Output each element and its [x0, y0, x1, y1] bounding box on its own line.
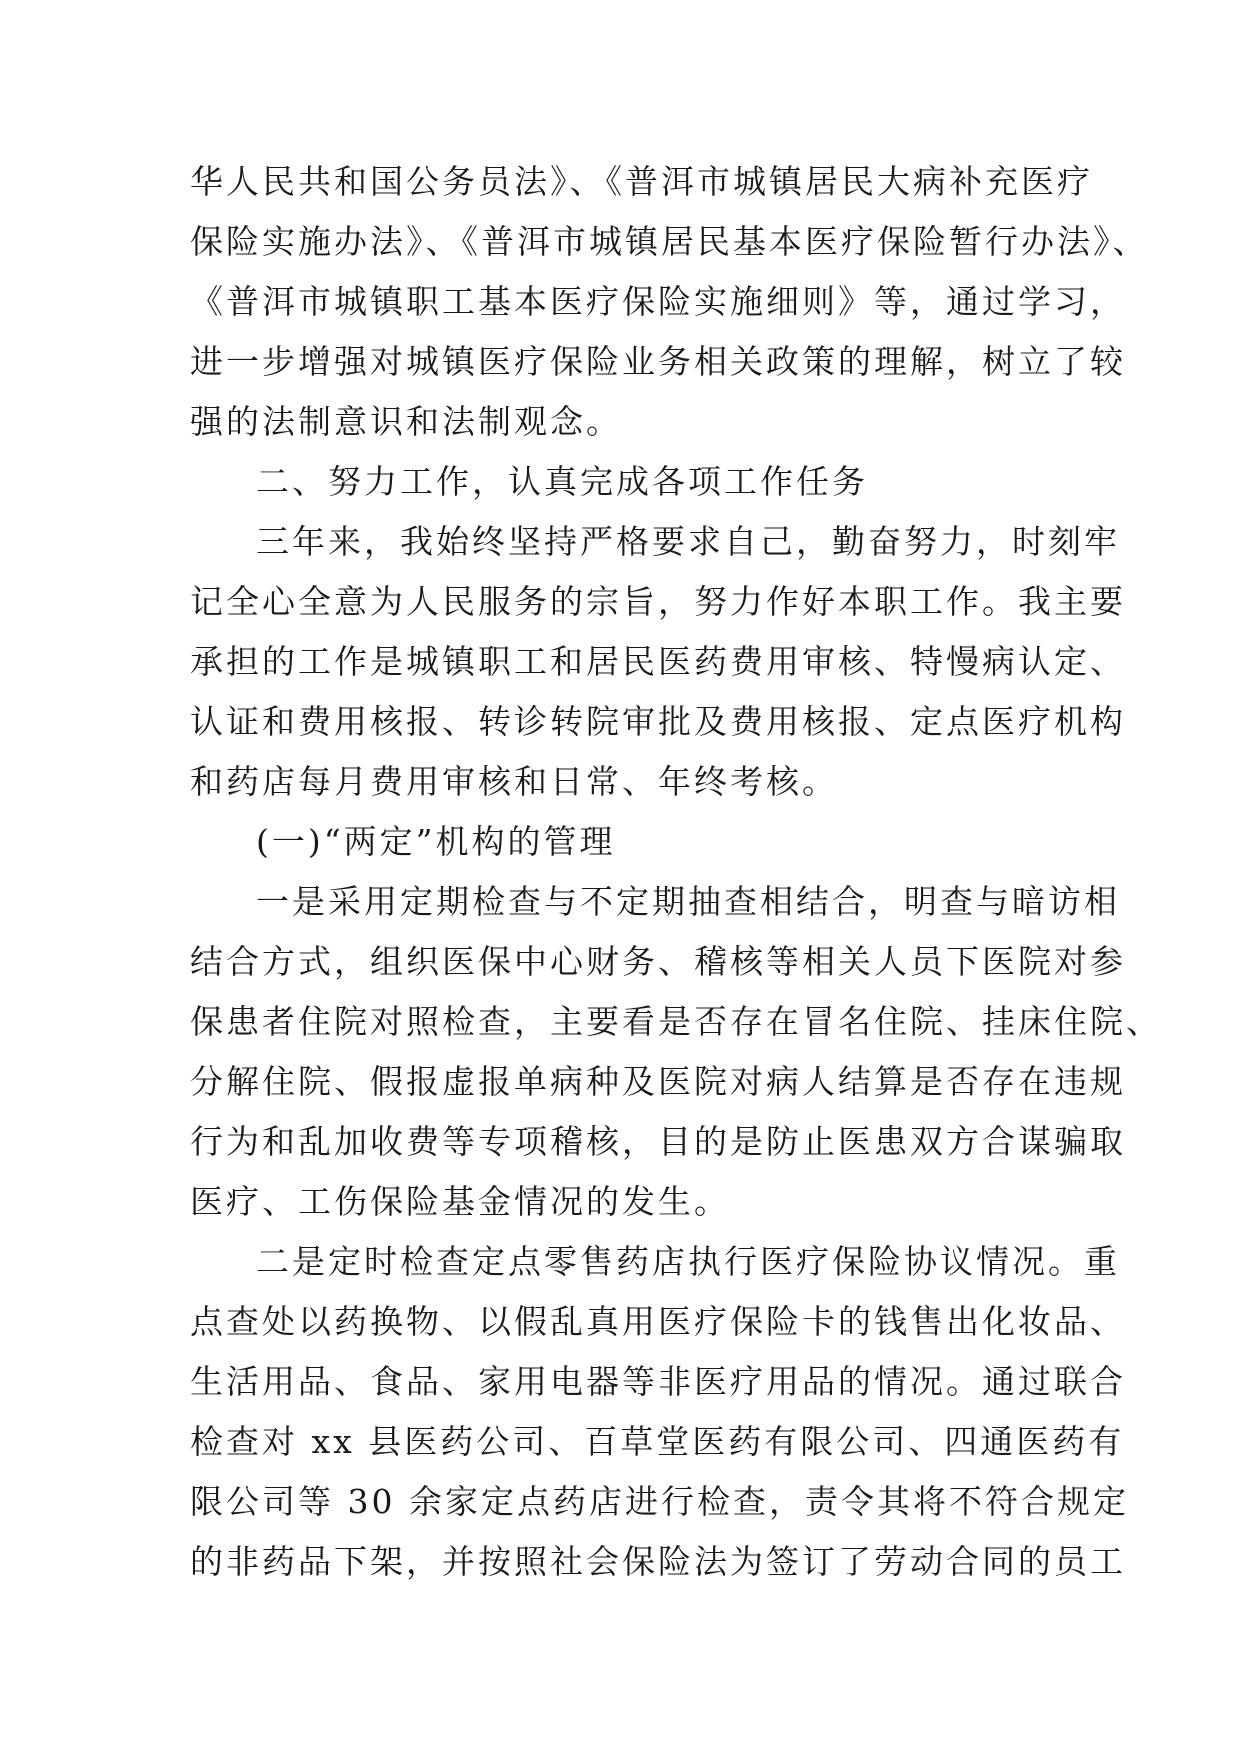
section-heading: 二、努力工作，认真完成各项工作任务 [256, 462, 868, 501]
text-line: 二是定时检查定点零售药店执行医疗保险协议情况。重 [256, 1242, 1120, 1281]
text-line: 的非药品下架，并按照社会保险法为签订了劳动合同的员工 [190, 1542, 1126, 1581]
text-line: 和药店每月费用审核和日常、年终考核。 [190, 762, 838, 801]
text-line: 记全心全意为人民服务的宗旨，努力作好本职工作。我主要 [190, 582, 1126, 621]
text-line: 进一步增强对城镇医疗保险业务相关政策的理解，树立了较 [190, 342, 1126, 381]
text-line: 《普洱市城镇职工基本医疗保险实施细则》等，通过学习， [190, 282, 1126, 321]
text-line: 强的法制意识和法制观念。 [190, 402, 622, 441]
document-body [190, 152, 1162, 1592]
text-line: 生活用品、食品、家用电器等非医疗用品的情况。通过联合 [190, 1362, 1126, 1401]
subsection-heading: (一)“两定”机构的管理 [256, 822, 616, 861]
text-line: 结合方式，组织医保中心财务、稽核等相关人员下医院对参 [190, 942, 1126, 981]
text-line: 点查处以药换物、以假乱真用医疗保险卡的钱售出化妆品、 [190, 1302, 1126, 1341]
text-line: 行为和乱加收费等专项稽核，目的是防止医患双方合谋骗取 [190, 1122, 1126, 1161]
text-line: 三年来，我始终坚持严格要求自己，勤奋努力，时刻牢 [256, 522, 1120, 561]
text-line: 分解住院、假报虚报单病种及医院对病人结算是否存在违规 [190, 1062, 1126, 1101]
text-line: 华人民共和国公务员法》、《普洱市城镇居民大病补充医疗 [190, 162, 1093, 201]
text-line: 医疗、工伤保险基金情况的发生。 [190, 1182, 730, 1221]
text-line: 一是采用定期检查与不定期抽查相结合，明查与暗访相 [256, 882, 1120, 921]
text-line: 承担的工作是城镇职工和居民医药费用审核、特慢病认定、 [190, 642, 1126, 681]
text-line: 保险实施办法》、《普洱市城镇居民基本医疗保险暂行办法》、 [190, 222, 1149, 261]
text-line: 保患者住院对照检查，主要看是否存在冒名住院、挂床住院、 [190, 1002, 1162, 1041]
text-line: 检查对 xx 县医药公司、百草堂医药有限公司、四通医药有 [190, 1422, 1125, 1461]
text-line: 限公司等 30 余家定点药店进行检查，责令其将不符合规定 [190, 1482, 1129, 1521]
text-line: 认证和费用核报、转诊转院审批及费用核报、定点医疗机构 [190, 702, 1126, 741]
